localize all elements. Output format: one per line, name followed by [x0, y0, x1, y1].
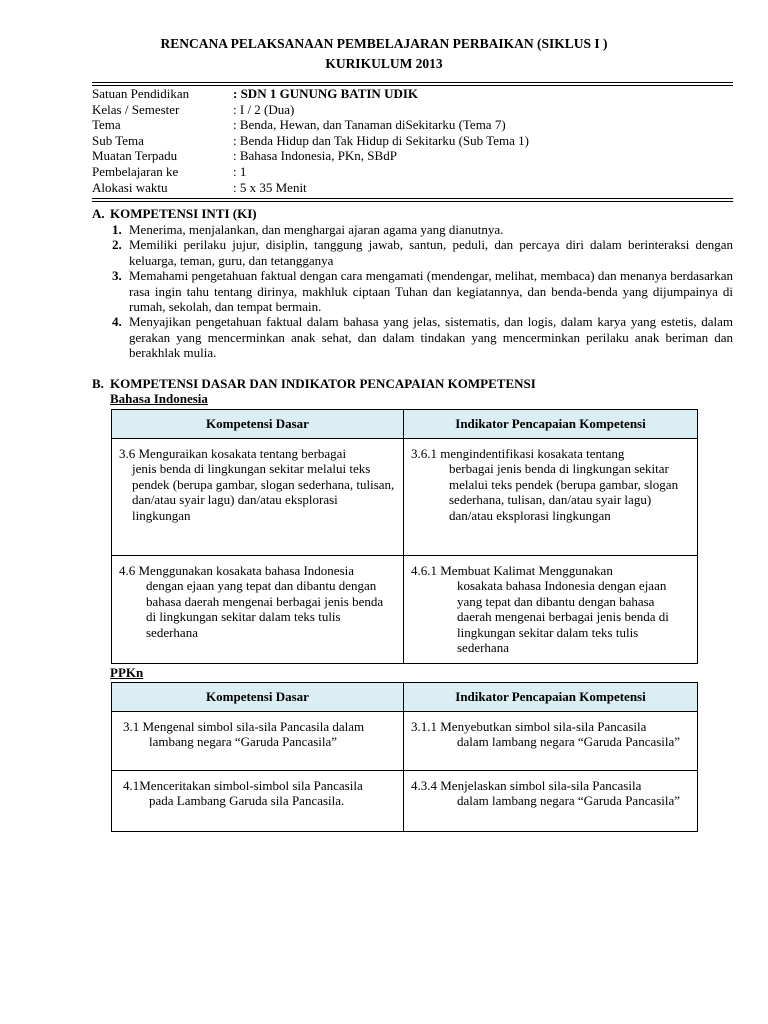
item-text: Menyajikan pengetahuan faktual dalam bahasa yang jelas, sistematis, dan logis, dalam karya yang estetis, dalam gerakan yang mencerminkan anak sehat, dan dalam tindakan yang mencerminkan perilaku anak beriman dan berakhlak mulia.	[129, 314, 733, 361]
column-header: Kompetensi Dasar	[112, 410, 404, 439]
identity-row	[92, 180, 733, 196]
item-text: Memiliki perilaku jujur, disiplin, tanggung jawab, santun, peduli, dan percaya diri dalam berinteraksi dengan keluarga, teman, guru, dan tetangganya	[129, 237, 733, 268]
ppkn-competency-table	[111, 682, 698, 832]
indicator-text: dalam lambang negara “Garuda Pancasila”	[457, 793, 681, 809]
identity-label: Muatan Terpadu	[92, 148, 178, 164]
item-number: 3.	[112, 268, 122, 284]
indicator-text: berbagai jenis benda di lingkungan sekitar melalui teks pendek (berupa gambar, slogan sederhana, tulisan, dan/atau syair lagu) dan/atau eksplorasi lingkungan	[449, 461, 679, 523]
subject-title-ppkn: PPKn	[110, 665, 144, 680]
identity-row	[92, 117, 733, 133]
table-cell	[404, 556, 698, 664]
section-letter: A.	[92, 206, 105, 221]
item-text: Menerima, menjalankan, dan menghargai ajaran agama yang dianutnya.	[129, 222, 504, 237]
bahasa-competency-table	[111, 409, 698, 664]
table-cell	[112, 712, 404, 771]
divider	[92, 82, 733, 83]
kd-code-line: 3.1 Mengenal simbol sila-sila Pancasila dalam	[123, 719, 365, 734]
identity-row	[92, 148, 733, 164]
indicator-text: dalam lambang negara “Garuda Pancasila”	[457, 734, 681, 750]
column-header: Indikator Pencapaian Kompetensi	[404, 683, 698, 712]
item-number: 1.	[112, 222, 122, 237]
indicator-code-line: 3.1.1 Menyebutkan simbol sila-sila Pancasila	[411, 719, 647, 734]
list-item	[92, 237, 733, 268]
document-title: RENCANA PELAKSANAAN PEMBELAJARAN PERBAIKAN (SIKLUS I )	[160, 36, 608, 51]
identity-row	[92, 102, 733, 118]
document-subtitle: KURIKULUM 2013	[325, 56, 443, 71]
item-number: 4.	[112, 314, 122, 330]
indicator-code-line: 4.6.1 Membuat Kalimat Menggunakan	[411, 563, 613, 578]
table-header-row	[112, 410, 698, 439]
table-cell	[112, 771, 404, 832]
kd-code-line: 4.1Menceritakan simbol-simbol sila Pancasila	[123, 778, 363, 793]
identity-value: : 1	[233, 163, 247, 179]
identity-label: Satuan Pendidikan	[92, 86, 190, 101]
identity-label: Pembelajaran ke	[92, 163, 179, 179]
identity-value: : Benda, Hewan, dan Tanaman diSekitarku (Tema 7)	[233, 117, 506, 133]
table-cell	[404, 771, 698, 832]
table-row	[112, 556, 698, 664]
section-title: KOMPETENSI INTI (KI)	[110, 206, 257, 221]
subject-title-bahasa: Bahasa Indonesia	[110, 391, 208, 406]
list-item	[92, 314, 733, 360]
item-number: 2.	[112, 237, 122, 253]
identity-row	[92, 86, 733, 102]
table-cell	[112, 439, 404, 556]
column-header: Kompetensi Dasar	[112, 683, 404, 712]
table-cell	[404, 439, 698, 556]
list-item	[92, 222, 733, 237]
identity-label: Sub Tema	[92, 132, 144, 148]
kd-text: dengan ejaan yang tepat dan dibantu dengan bahasa daerah mengenai berbagai jenis benda di lingkungan sekitar dalam teks tulis sederhana	[146, 578, 384, 640]
kd-text: lambang negara “Garuda Pancasila”	[149, 734, 338, 750]
table-header-row	[112, 683, 698, 712]
kd-text: jenis benda di lingkungan sekitar melalui teks pendek (berupa gambar, slogan sederhana, tulisan, dan/atau syair lagu) dan/atau eksplorasi lingkungan	[132, 461, 395, 523]
identity-row	[92, 164, 733, 180]
identity-value: : I / 2 (Dua)	[233, 101, 295, 117]
identity-value: : Bahasa Indonesia, PKn, SBdP	[233, 148, 397, 164]
table-cell	[112, 556, 404, 664]
table-row	[112, 712, 698, 771]
list-item	[92, 268, 733, 314]
table-row	[112, 771, 698, 832]
ki-list	[92, 222, 733, 361]
section-title: KOMPETENSI DASAR DAN INDIKATOR PENCAPAIAN KOMPETENSI	[110, 376, 536, 391]
identity-value: : SDN 1 GUNUNG BATIN UDIK	[233, 86, 419, 101]
table-cell	[404, 712, 698, 771]
divider	[92, 201, 733, 202]
identity-label: Alokasi waktu	[92, 179, 168, 195]
identity-label: Tema	[92, 117, 121, 133]
indicator-text: kosakata bahasa Indonesia dengan ejaan yang tepat dan dibantu dengan bahasa daerah mengenai berbagai jenis benda di lingkungan sekitar dalam teks tulis sederhana	[457, 578, 669, 656]
section-letter: B.	[92, 376, 104, 391]
identity-row	[92, 133, 733, 149]
identity-value: : 5 x 35 Menit	[233, 179, 307, 195]
identity-table	[92, 86, 733, 195]
divider	[92, 198, 733, 199]
column-header: Indikator Pencapaian Kompetensi	[404, 410, 698, 439]
kd-text: pada Lambang Garuda sila Pancasila.	[149, 793, 345, 809]
kd-code-line: 4.6 Menggunakan kosakata bahasa Indonesia	[119, 563, 355, 578]
identity-value: : Benda Hidup dan Tak Hidup di Sekitarku (Sub Tema 1)	[233, 132, 529, 148]
kd-code-line: 3.6 Menguraikan kosakata tentang berbagai	[119, 446, 347, 461]
item-text: Memahami pengetahuan faktual dengan cara mengamati (mendengar, melihat, membaca) dan menanya berdasarkan rasa ingin tahu tentang dirinya, makhluk ciptaan Tuhan dan kegiatannya, dan benda-benda yang dijumpainya di rumah, sekolah, dan tempat bermain.	[129, 268, 733, 315]
indicator-code-line: 4.3.4 Menjelaskan simbol sila-sila Pancasila	[411, 778, 642, 793]
indicator-code-line: 3.6.1 mengindentifikasi kosakata tentang	[411, 446, 625, 461]
identity-label: Kelas / Semester	[92, 101, 180, 117]
table-row	[112, 439, 698, 556]
